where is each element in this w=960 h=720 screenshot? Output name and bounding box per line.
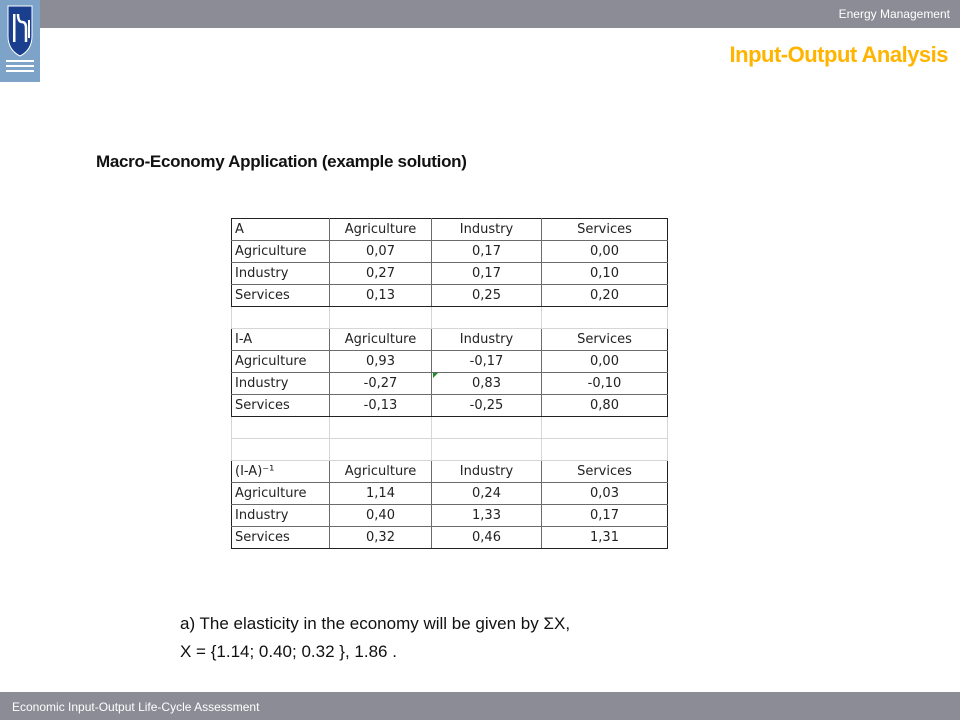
table-cell: A: [232, 219, 330, 241]
table-cell: Industry: [432, 219, 542, 241]
table-cell: 0,20: [542, 285, 668, 307]
course-label: Energy Management: [838, 7, 950, 21]
table-row: [232, 483, 668, 505]
table-cell: 0,00: [542, 351, 668, 373]
table-cell: Agriculture: [330, 461, 432, 483]
table-cell: -0,25: [432, 395, 542, 417]
ist-logo: [0, 0, 40, 82]
empty-row: [232, 417, 668, 439]
table-cell: Industry: [232, 373, 330, 395]
answer-line-1: a) The elasticity in the economy will be given by ΣX,: [180, 614, 571, 633]
table-cell: 0,25: [432, 285, 542, 307]
empty-cell: [330, 417, 432, 439]
table-cell: 0,17: [542, 505, 668, 527]
table-cell: Services: [542, 329, 668, 351]
footer-label: Economic Input-Output Life-Cycle Assessment: [12, 700, 260, 714]
table-row: [232, 241, 668, 263]
answer-text: [180, 610, 570, 666]
spreadsheet-table: [231, 218, 668, 549]
table-cell: Agriculture: [232, 483, 330, 505]
top-bar: [0, 0, 960, 28]
table-cell: 1,14: [330, 483, 432, 505]
table-cell: 1,33: [432, 505, 542, 527]
table-inv-header-row: [232, 461, 668, 483]
table-a-header-row: [232, 219, 668, 241]
page-title: Input-Output Analysis: [729, 42, 948, 67]
empty-cell: [232, 417, 330, 439]
empty-cell: [542, 439, 668, 461]
empty-cell: [330, 439, 432, 461]
answer-line-2: X = {1.14; 0.40; 0.32 }, 1.86 .: [180, 642, 397, 661]
table-cell: 0,46: [432, 527, 542, 549]
table-cell: 0,00: [542, 241, 668, 263]
table-cell: 0,93: [330, 351, 432, 373]
empty-cell: [542, 417, 668, 439]
empty-cell: [232, 307, 330, 329]
empty-cell: [432, 417, 542, 439]
table-cell: 0,80: [542, 395, 668, 417]
table-row: [232, 395, 668, 417]
footer-bar: [0, 692, 960, 720]
cell-error-indicator-icon: [433, 373, 438, 378]
empty-cell: [432, 439, 542, 461]
table-cell: Agriculture: [330, 329, 432, 351]
ist-logo-icon: [0, 0, 40, 82]
table-cell: Industry: [232, 505, 330, 527]
table-row: [232, 527, 668, 549]
table-cell: -0,27: [330, 373, 432, 395]
empty-cell: [330, 307, 432, 329]
table-cell: Industry: [432, 461, 542, 483]
empty-cell: [232, 439, 330, 461]
table-cell: 0,40: [330, 505, 432, 527]
table-cell: 0,07: [330, 241, 432, 263]
table-cell: -0,13: [330, 395, 432, 417]
table-ia-header-row: [232, 329, 668, 351]
table-cell: 0,13: [330, 285, 432, 307]
table-cell: 0,03: [542, 483, 668, 505]
table-cell: -0,17: [432, 351, 542, 373]
table-cell: (I-A)⁻¹: [232, 461, 330, 483]
table-cell: Services: [232, 285, 330, 307]
table-cell: Agriculture: [330, 219, 432, 241]
table-cell: 0,24: [432, 483, 542, 505]
table-row: [232, 263, 668, 285]
table-cell: Services: [232, 395, 330, 417]
table-cell: I-A: [232, 329, 330, 351]
table-cell: 0,17: [432, 263, 542, 285]
table-cell: Industry: [432, 329, 542, 351]
table-cell: Agriculture: [232, 241, 330, 263]
table-cell: Industry: [232, 263, 330, 285]
table-cell: Services: [232, 527, 330, 549]
table-cell: Services: [542, 461, 668, 483]
table-cell: -0,10: [542, 373, 668, 395]
table-cell: 0,83: [432, 373, 542, 395]
table-cell: Agriculture: [232, 351, 330, 373]
table-row: [232, 285, 668, 307]
table-cell: 0,32: [330, 527, 432, 549]
table-row: [232, 505, 668, 527]
table-row: [232, 373, 668, 395]
table-cell: 0,17: [432, 241, 542, 263]
empty-cell: [432, 307, 542, 329]
empty-cell: [542, 307, 668, 329]
table-cell: 1,31: [542, 527, 668, 549]
slide-subtitle: Macro-Economy Application (example solution): [96, 152, 467, 171]
table-cell: Services: [542, 219, 668, 241]
table-row: [232, 351, 668, 373]
table-cell: 0,27: [330, 263, 432, 285]
empty-row: [232, 307, 668, 329]
table-cell: 0,10: [542, 263, 668, 285]
empty-row: [232, 439, 668, 461]
